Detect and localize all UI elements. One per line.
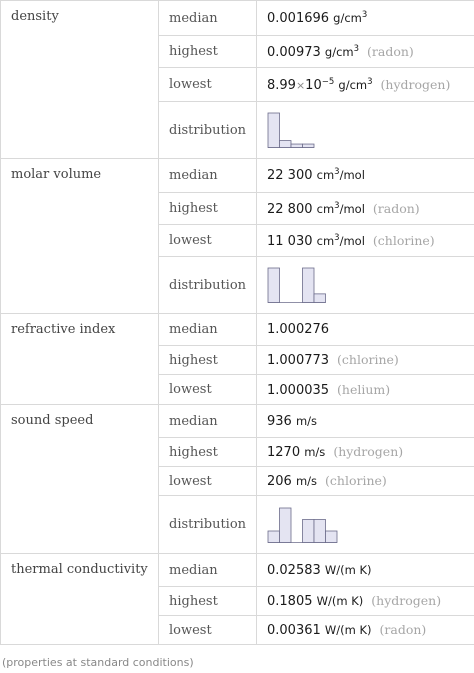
histogram-bar xyxy=(303,519,315,542)
stat-value xyxy=(257,587,474,616)
refractive-index-median-row xyxy=(1,314,474,346)
stat-label: median xyxy=(159,405,257,438)
value-qualifier: (hydrogen) xyxy=(333,444,404,459)
value-number: 1.000276 xyxy=(267,322,330,337)
value-number: 1.000773 xyxy=(267,353,330,368)
stat-label: highest xyxy=(159,438,257,467)
histogram-bar xyxy=(314,519,326,542)
value-number: $8.99\times 10^{-5}$ xyxy=(267,76,335,93)
histogram-bar xyxy=(280,141,292,148)
histogram-bar xyxy=(326,531,338,543)
stat-value xyxy=(257,36,474,68)
value-number: 0.1805 xyxy=(267,594,313,609)
sound-speed-median-row xyxy=(1,405,474,438)
histogram-bar xyxy=(314,294,326,303)
stat-label: highest xyxy=(159,587,257,616)
value-qualifier: (hydrogen) xyxy=(371,593,442,608)
molar-volume-histogram xyxy=(267,263,347,307)
value-number: 1.000035 xyxy=(267,382,330,398)
density-median-row xyxy=(1,1,474,36)
stat-label: median xyxy=(159,314,257,346)
stat-value xyxy=(257,554,474,587)
stat-label: median xyxy=(159,159,257,193)
stat-label: lowest xyxy=(159,375,257,405)
stat-label: median xyxy=(159,1,257,36)
histogram-bar xyxy=(268,531,280,543)
value-unit: $g/cm^3$ xyxy=(324,43,360,59)
distribution-cell xyxy=(257,496,474,554)
value-number: 0.00361 xyxy=(267,623,321,638)
stat-label: lowest xyxy=(159,68,257,102)
histogram-bar xyxy=(268,268,280,303)
value-number: 1270 xyxy=(267,445,301,460)
distribution-cell xyxy=(257,102,474,159)
stat-label: distribution xyxy=(159,257,257,314)
histogram-bar xyxy=(291,144,303,147)
value-unit: $g/cm^3$ xyxy=(333,9,368,25)
stat-value xyxy=(257,616,474,645)
molar-volume-median-row xyxy=(1,159,474,193)
value-qualifier: (hydrogen) xyxy=(380,76,451,92)
stat-value xyxy=(257,438,474,467)
stat-value xyxy=(257,193,474,225)
value-number: 0.001696 xyxy=(267,10,330,26)
histogram-bar xyxy=(303,144,315,147)
stat-value xyxy=(257,375,474,405)
property-name-refractive-index: refractive index xyxy=(1,314,159,405)
stat-value xyxy=(257,68,474,102)
stat-value xyxy=(257,1,474,36)
value-number: 22 300 xyxy=(267,168,313,183)
value-number: 936 xyxy=(267,413,292,429)
stat-value xyxy=(257,225,474,257)
value-unit: $g/cm^3$ xyxy=(338,76,373,92)
value-number: 0.02583 xyxy=(267,562,321,578)
value-unit: $cm^3$/mol xyxy=(316,200,365,216)
value-qualifier: (radon) xyxy=(367,43,414,59)
value-qualifier: (helium) xyxy=(337,381,391,397)
property-name-thermal-conductivity: thermal conductivity xyxy=(1,554,159,645)
stat-label: median xyxy=(159,554,257,587)
stat-value xyxy=(257,314,474,346)
value-qualifier: (radon) xyxy=(372,200,420,216)
histogram-bar xyxy=(268,113,280,148)
stat-label: highest xyxy=(159,346,257,375)
stat-value xyxy=(257,159,474,193)
value-number: 22 800 xyxy=(267,201,313,217)
value-number: 0.00973 xyxy=(267,44,321,60)
value-unit: $cm^3$/mol xyxy=(316,232,365,248)
histogram-bar xyxy=(280,508,292,543)
stat-value xyxy=(257,467,474,496)
stat-value xyxy=(257,346,474,375)
property-name-sound-speed: sound speed xyxy=(1,405,159,554)
stat-label: lowest xyxy=(159,225,257,257)
stat-label: lowest xyxy=(159,467,257,496)
property-name-density: density xyxy=(1,1,159,159)
stat-label: highest xyxy=(159,36,257,68)
value-unit: $cm^3$/mol xyxy=(316,167,365,182)
stat-label: distribution xyxy=(159,102,257,159)
value-unit: W/(m K) xyxy=(324,562,372,577)
value-qualifier: (chlorine) xyxy=(325,473,387,488)
stat-value xyxy=(257,405,474,438)
thermal-conductivity-median-row xyxy=(1,554,474,587)
value-qualifier: (radon) xyxy=(379,622,427,637)
value-unit: m/s xyxy=(295,413,318,428)
sound-speed-histogram xyxy=(267,503,347,547)
stat-label: distribution xyxy=(159,496,257,554)
value-unit: m/s xyxy=(295,474,318,488)
value-qualifier: (chlorine) xyxy=(372,232,435,248)
value-unit: W/(m K) xyxy=(324,623,372,637)
value-unit: m/s xyxy=(304,445,326,459)
stat-label: lowest xyxy=(159,616,257,645)
value-number: 206 xyxy=(267,474,292,489)
stat-label: highest xyxy=(159,193,257,225)
density-histogram xyxy=(267,108,347,152)
property-name-molar-volume: molar volume xyxy=(1,159,159,314)
histogram-bar xyxy=(303,268,315,303)
value-qualifier: (chlorine) xyxy=(337,352,399,367)
distribution-cell xyxy=(257,257,474,314)
value-number: 11 030 xyxy=(267,233,313,249)
footnote: (properties at standard conditions) xyxy=(2,656,194,669)
value-unit: W/(m K) xyxy=(316,594,364,608)
